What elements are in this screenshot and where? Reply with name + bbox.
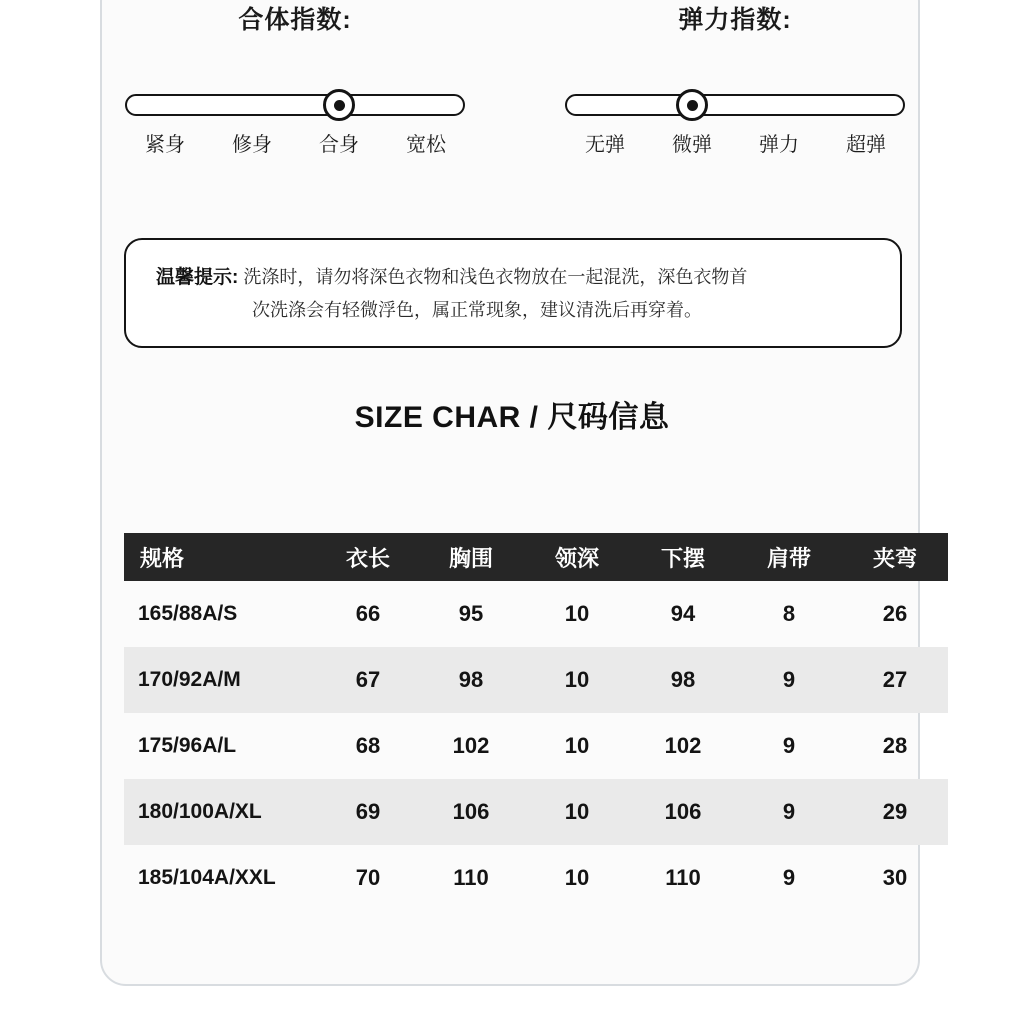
table-cell: 70 <box>355 865 381 890</box>
table-cell: 9 <box>736 647 842 713</box>
stretch-index-slider[interactable] <box>565 94 905 116</box>
warm-tip-label: 温馨提示: <box>156 267 239 288</box>
table-cell: 9 <box>736 779 842 845</box>
table-cell: 10 <box>564 733 590 758</box>
table-header-cell: 规格 <box>124 533 318 581</box>
table-header-cell: 夹弯 <box>842 533 948 581</box>
table-cell: 165/88A/S <box>138 602 238 625</box>
table-cell: 26 <box>882 601 908 626</box>
table-cell: 98 <box>418 647 524 713</box>
table-cell: 27 <box>842 647 948 713</box>
warm-tip-line1: 洗涤时，请勿将深色衣物和浅色衣物放在一起混洗，深色衣物首 <box>243 267 748 287</box>
stretch-label-0: 无弹 <box>585 134 625 156</box>
table-cell: 170/92A/M <box>124 647 318 713</box>
fit-index-track <box>125 94 465 116</box>
table-header-cell: 领深 <box>524 533 630 581</box>
table-cell: 98 <box>630 647 736 713</box>
stretch-index-track <box>565 94 905 116</box>
table-cell: 67 <box>318 647 418 713</box>
table-cell: 10 <box>564 601 590 626</box>
detail-card <box>100 0 920 986</box>
table-header-cell: 下摆 <box>630 533 736 581</box>
table-row <box>124 779 948 845</box>
warm-tip-box <box>124 238 902 348</box>
table-row <box>124 647 948 713</box>
table-cell: 180/100A/XL <box>124 779 318 845</box>
fit-index-block <box>110 0 480 154</box>
table-row <box>124 581 948 647</box>
fit-index-labels <box>122 128 468 154</box>
table-header-cell: 衣长 <box>318 533 418 581</box>
stretch-index-labels <box>562 128 908 154</box>
table-cell: 110 <box>665 865 701 890</box>
fit-index-title: 合体指数: <box>238 6 352 34</box>
table-cell: 106 <box>418 779 524 845</box>
table-cell: 29 <box>842 779 948 845</box>
table-cell: 102 <box>664 733 702 758</box>
table-header-row <box>124 533 948 581</box>
table-cell: 102 <box>452 733 490 758</box>
fit-label-0: 紧身 <box>145 134 185 156</box>
fit-index-slider[interactable] <box>125 94 465 116</box>
stretch-index-title: 弹力指数: <box>678 6 792 34</box>
table-cell: 68 <box>355 733 381 758</box>
table-header-cell: 肩带 <box>736 533 842 581</box>
table-cell: 10 <box>524 647 630 713</box>
fit-index-knob[interactable] <box>323 89 355 121</box>
table-cell: 9 <box>782 865 796 890</box>
stretch-index-knob[interactable] <box>676 89 708 121</box>
warm-tip-line2: 次洗涤会有轻微浮色，属正常现象，建议清洗后再穿着。 <box>252 300 702 320</box>
table-cell: 175/96A/L <box>138 734 237 757</box>
stretch-index-block <box>550 0 920 154</box>
table-cell: 110 <box>453 865 489 890</box>
stretch-label-3: 超弹 <box>846 134 886 156</box>
size-chart-table <box>124 533 948 911</box>
table-cell: 10 <box>564 865 590 890</box>
table-cell: 10 <box>524 779 630 845</box>
table-cell: 95 <box>458 601 484 626</box>
table-cell: 30 <box>882 865 908 890</box>
stretch-label-2: 弹力 <box>759 134 799 156</box>
table-row <box>124 845 948 911</box>
table-cell: 106 <box>630 779 736 845</box>
fit-label-3: 宽松 <box>406 134 446 156</box>
table-cell: 185/104A/XXL <box>138 866 276 889</box>
table-cell: 28 <box>882 733 908 758</box>
table-row <box>124 713 948 779</box>
fit-label-1: 修身 <box>232 134 272 156</box>
fit-label-2: 合身 <box>319 134 359 156</box>
table-cell: 9 <box>782 733 796 758</box>
table-cell: 69 <box>318 779 418 845</box>
table-cell: 66 <box>355 601 381 626</box>
size-chart-title: SIZE CHAR / 尺码信息 <box>354 401 670 434</box>
table-cell: 8 <box>782 601 796 626</box>
warm-tip-text <box>126 240 900 327</box>
table-cell: 94 <box>670 601 696 626</box>
table-header-cell: 胸围 <box>418 533 524 581</box>
stretch-label-1: 微弹 <box>672 134 712 156</box>
